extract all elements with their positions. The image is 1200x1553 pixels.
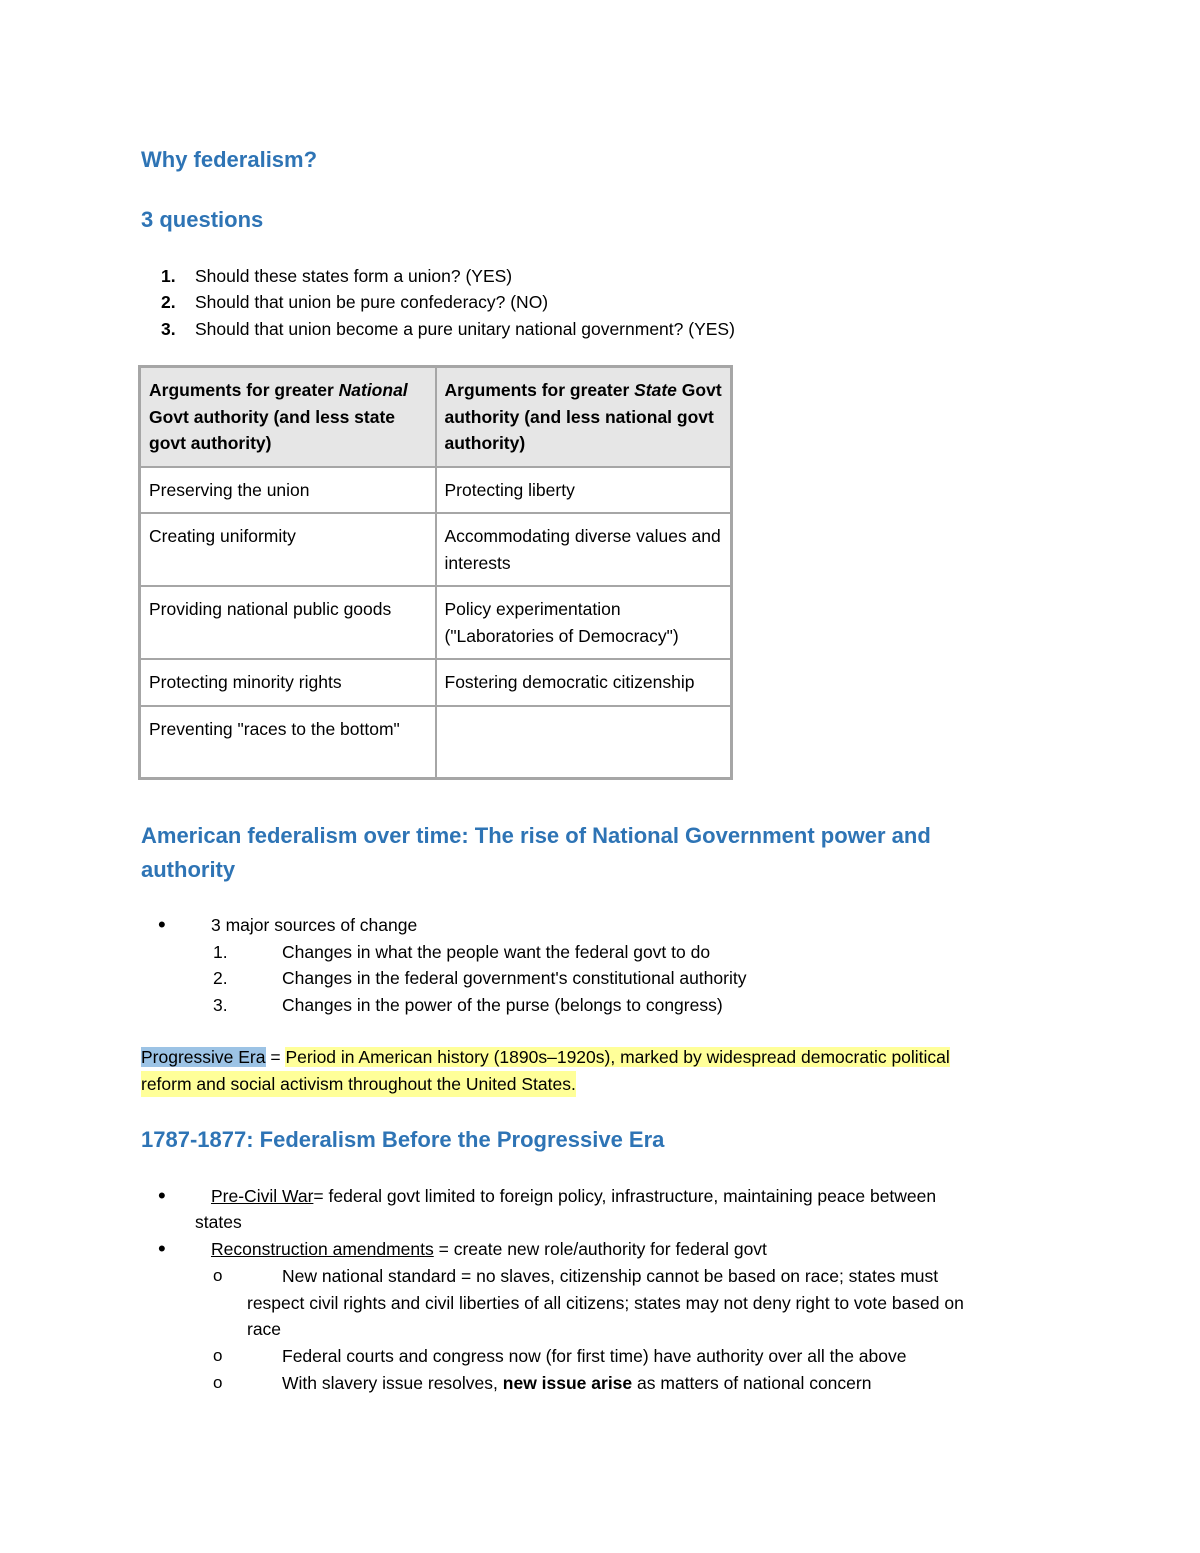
- table-cell-right: Policy experimentation ("Laboratories of Democracy"): [436, 586, 732, 659]
- document-page: Why federalism? 3 questions 1. Should these states form a union? (YES) 2. Should that union be pure confederacy? (NO) 3. Should that union become a pure unitary national government? (YES) Arguments for greater National Govt authority (and less state govt authority) Arguments for greater State Govt authority (and less national govt authority) Preserving the union Protecting liberty Creating uniformity Accommodating diverse values and interests Providing national public goods Policy experimentation ("Laboratories of Democracy") Protecting minority rights Fostering democratic citizenship Preventing "races to the bottom" American federalism over time: The rise of National Government power and authority • 3 major sources of change 1. Changes in what the people want the federal govt to do 2. Changes in the federal government's constitutional authority 3. Changes in the power of the purse (belongs to congress) Progressive Era = Period in American history (1890s–1920s), marked by widespread democratic political reform and social activism throughout the United States. 1787-1877: Federalism Before the Progressive Era • Pre-Civil War= federal govt limited to foreign policy, infrastructure, maintaining peace between states • Reconstruction amendments = create new role/authority for federal govt o New national standard = no slaves, citizenship cannot be based on race; states must respect civil rights and civil liberties of all citizens; states may not deny right to vote based on race o Federal courts and congress now (for first time) have authority over all the above o With slavery issue resolves, new issue arise as matters of national concern: [0, 0, 1200, 1553]
- table-cell-left: Providing national public goods: [140, 586, 436, 659]
- table-cell-right: [436, 706, 732, 779]
- heading-why-federalism: Why federalism?: [141, 147, 318, 172]
- list-number: 3.: [213, 995, 228, 1015]
- bold-new-issue: new issue arise: [502, 1373, 633, 1393]
- sub-list-item-continued: respect civil rights and civil liberties of all citizens; states may not deny right to vote based on: [247, 1293, 964, 1313]
- arguments-table: [138, 365, 733, 780]
- list-item: Changes in the federal government's constitutional authority: [282, 968, 747, 988]
- sub-list-item: Federal courts and congress now (for first time) have authority over all the above: [282, 1346, 907, 1366]
- table-row: [140, 586, 732, 659]
- term-progressive-era: Progressive Era: [141, 1047, 266, 1067]
- circle-bullet-icon: o: [213, 1346, 223, 1365]
- table-cell-right: Fostering democratic citizenship: [436, 659, 732, 706]
- table-cell-left: Protecting minority rights: [140, 659, 436, 706]
- heading-american-federalism: American federalism over time: The rise of National Government power and authority: [141, 823, 931, 882]
- definition-text: reform and social activism throughout the United States.: [141, 1071, 576, 1097]
- sub-list-item: With slavery issue resolves, new issue arise as matters of national concern: [282, 1373, 872, 1393]
- list-item-continued: states: [195, 1212, 242, 1232]
- list-number: 1.: [213, 942, 228, 962]
- circle-bullet-icon: o: [213, 1373, 223, 1392]
- list-item: Reconstruction amendments = create new role/authority for federal govt: [211, 1239, 767, 1259]
- heading-1787-1877: 1787-1877: Federalism Before the Progressive Era: [141, 1127, 665, 1152]
- header-state: Arguments for greater State Govt authority (and less national govt authority): [436, 367, 732, 467]
- table-row: [140, 706, 732, 779]
- bullet-icon: •: [158, 1236, 166, 1261]
- table-cell-right: Protecting liberty: [436, 467, 732, 514]
- table-cell-right: Accommodating diverse values and interests: [436, 513, 732, 586]
- list-item: Should these states form a union? (YES): [195, 266, 513, 286]
- list-item: Changes in what the people want the federal govt to do: [282, 942, 711, 962]
- table-row: [140, 659, 732, 706]
- sub-list-item: New national standard = no slaves, citizenship cannot be based on race; states must: [282, 1266, 939, 1286]
- table-cell-left: Preserving the union: [140, 467, 436, 514]
- list-item: Should that union become a pure unitary national government? (YES): [195, 319, 735, 339]
- table-cell-left: Preventing "races to the bottom": [140, 706, 436, 779]
- sub-list-item-continued: race: [247, 1319, 282, 1339]
- list-number: 2.: [161, 292, 176, 312]
- list-item: Changes in the power of the purse (belongs to congress): [282, 995, 723, 1015]
- list-item: Should that union be pure confederacy? (NO): [195, 292, 549, 312]
- emphasis-national: National: [338, 380, 408, 400]
- list-number: 2.: [213, 968, 228, 988]
- table-row: [140, 467, 732, 514]
- bullet-icon: •: [158, 1183, 166, 1208]
- term-reconstruction-amendments: Reconstruction amendments: [211, 1239, 434, 1259]
- definition-text: Period in American history (1890s–1920s), marked by widespread democratic political: [285, 1047, 950, 1067]
- list-number: 3.: [161, 319, 176, 339]
- table-cell-left: Creating uniformity: [140, 513, 436, 586]
- emphasis-state: State: [634, 380, 677, 400]
- table-row: [140, 513, 732, 586]
- term-pre-civil-war: Pre-Civil War: [211, 1186, 314, 1206]
- header-national: Arguments for greater National Govt authority (and less state govt authority): [140, 367, 436, 467]
- heading-3-questions: 3 questions: [141, 207, 264, 232]
- list-item: Pre-Civil War= federal govt limited to foreign policy, infrastructure, maintaining peace between: [211, 1186, 937, 1206]
- list-number: 1.: [161, 266, 176, 286]
- list-item: 3 major sources of change: [211, 915, 418, 935]
- circle-bullet-icon: o: [213, 1266, 223, 1285]
- table-header-row: [140, 367, 732, 467]
- bullet-icon: •: [158, 912, 166, 937]
